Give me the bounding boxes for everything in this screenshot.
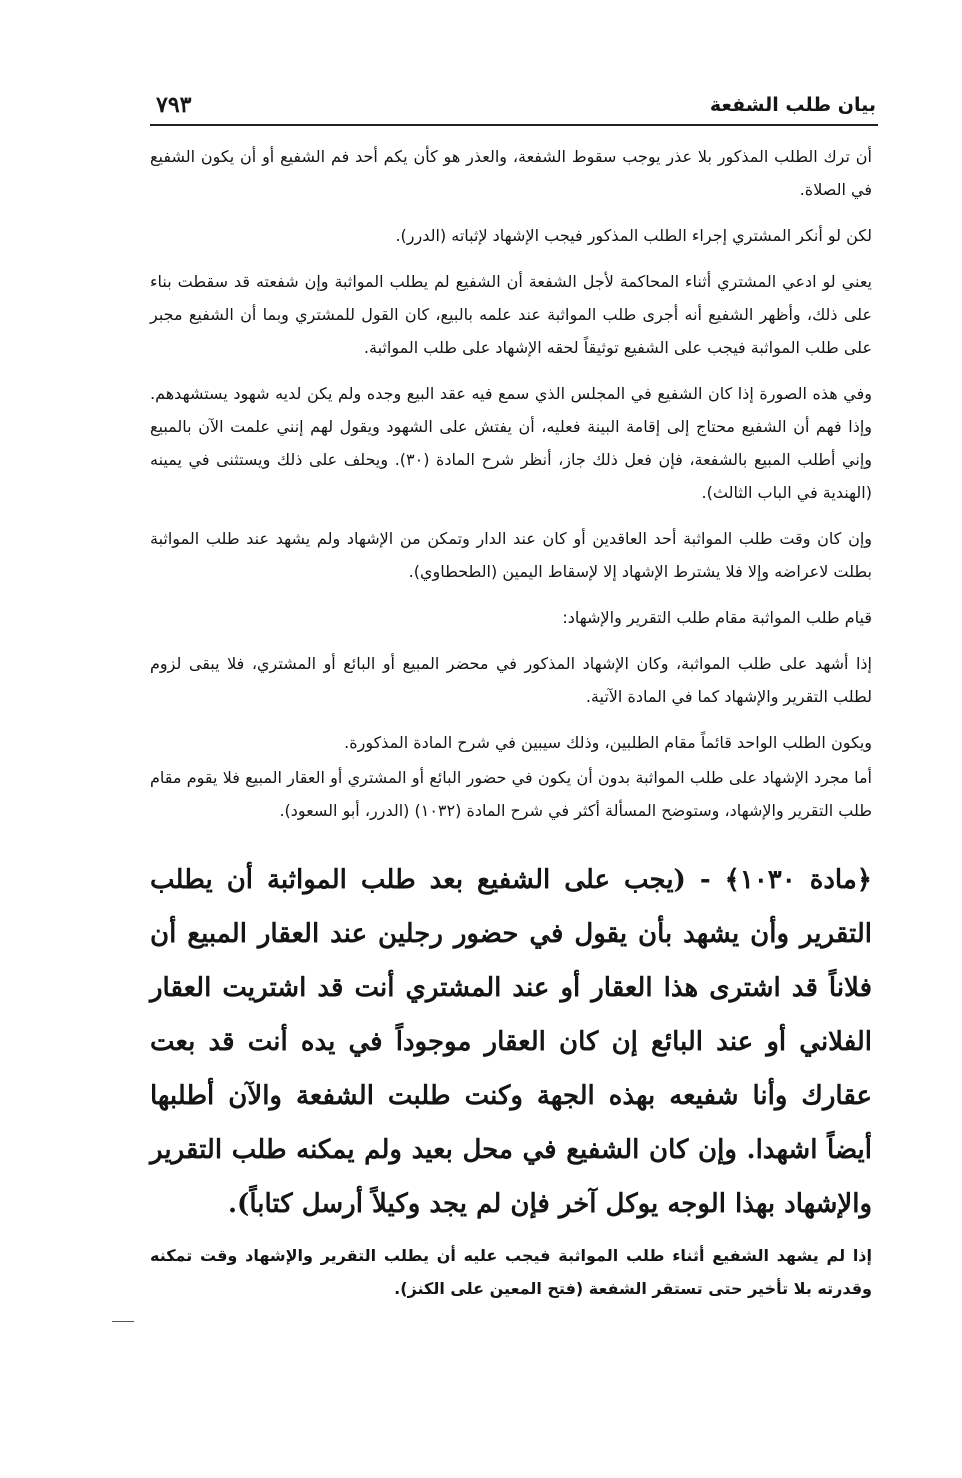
paragraph: وإن كان وقت طلب المواثبة أحد العاقدين أو كان عند الدار وتمكن من الإشهاد ولم يشهد عند طلب المواثبة بطلت لاعراضه وإلا فلا يشترط الإشهاد إلا لإسقاط اليمين (الطحطاوي). <box>150 529 872 581</box>
margin-mark <box>112 1321 134 1322</box>
paragraph: أن ترك الطلب المذكور بلا عذر يوجب سقوط الشفعة، والعذر هو كأن يكم أحد فم الشفيع أو أن يكون الشفيع في الصلاة. <box>150 147 872 199</box>
paragraph: إذا أشهد على طلب المواثبة، وكان الإشهاد المذكور في محضر المبيع أو البائع أو المشتري، فلا يبقى لزوم لطلب التقرير والإشهاد كما في المادة الآتية. <box>150 654 872 706</box>
subheading: قيام طلب المواثبة مقام طلب التقرير والإشهاد: <box>562 608 872 627</box>
paragraph: وفي هذه الصورة إذا كان الشفيع في المجلس الذي سمع فيه عقد البيع وجده ولم يكن لديه شهود يستشهدهم. وإذا فهم أن الشفيع محتاج إلى إقامة البينة فعليه، أن يفتش على الشهود ويقول لهم إنني علمت الآن بالمبيع وإني أطلب المبيع بالشفعة، فإن فعل ذلك جاز، أنظر شرح المادة (٣٠). ويحلف على ذلك ويستثنى في يمينه (الهندية في الباب الثالث). <box>150 384 873 502</box>
header-rule <box>150 124 878 126</box>
paragraph: يعني لو ادعي المشتري أثناء المحاكمة لأجل الشفعة أن الشفيع لم يطلب المواثبة وإن شفعته قد سقطت بناء على ذلك، وأظهر الشفيع أنه أجرى طلب المواثبة عند علمه بالبيع، كان القول للمشتري وبما أن الشفيع مجبر على طلب المواثبة فيجب على الشفيع توثيقاً لحقه الإشهاد على طلب المواثبة. <box>150 272 872 357</box>
paragraph: ويكون الطلب الواحد قائماً مقام الطلبين، وذلك سيبين في شرح المادة المذكورة. <box>344 733 872 752</box>
paragraph: لكن لو أنكر المشتري إجراء الطلب المذكور فيجب الإشهاد لإثباته (الدرر). <box>395 226 872 245</box>
body-text <box>150 140 872 1305</box>
article-text: ﴿مادة ١٠٣٠﴾ - (يجب على الشفيع بعد طلب المواثبة أن يطلب التقرير وأن يشهد بأن يقول في حضور رجلين عند العقار المبيع أن فلاناً قد اشترى هذا العقار أو عند المشتري أنت قد اشتريت العقار الفلاني أو عند البائع إن كان العقار موجوداً في يده أنت قد بعت عقارك وأنا شفيعه بهذه الجهة وكنت طلبت الشفعة والآن أطلبها أيضاً اشهدا. وإن كان الشفيع في محل بعيد ولم يمكنه طلب التقرير والإشهاد بهذا الوجه يوكل آخر فإن لم يجد وكيلاً أرسل كتاباً). <box>150 865 872 1219</box>
commentary-note: إذا لم يشهد الشفيع أثناء طلب المواثبة فيجب عليه أن يطلب التقرير والإشهاد وقت تمكنه وقدرته بلا تأخير حتى تستقر الشفعة (فتح المعين على الكنز). <box>150 1246 872 1298</box>
running-head <box>150 92 880 122</box>
paragraph: أما مجرد الإشهاد على طلب المواثبة بدون أن يكون في حضور البائع أو المشتري أو العقار المبيع فلا يقوم مقام طلب التقرير والإشهاد، وستوضح المسألة أكثر في شرح المادة (١٠٣٢) (الدرر، أبو السعود). <box>150 768 872 820</box>
section-title: بيان طلب الشفعة <box>709 94 876 116</box>
page-number: ٧٩٣ <box>156 92 192 118</box>
